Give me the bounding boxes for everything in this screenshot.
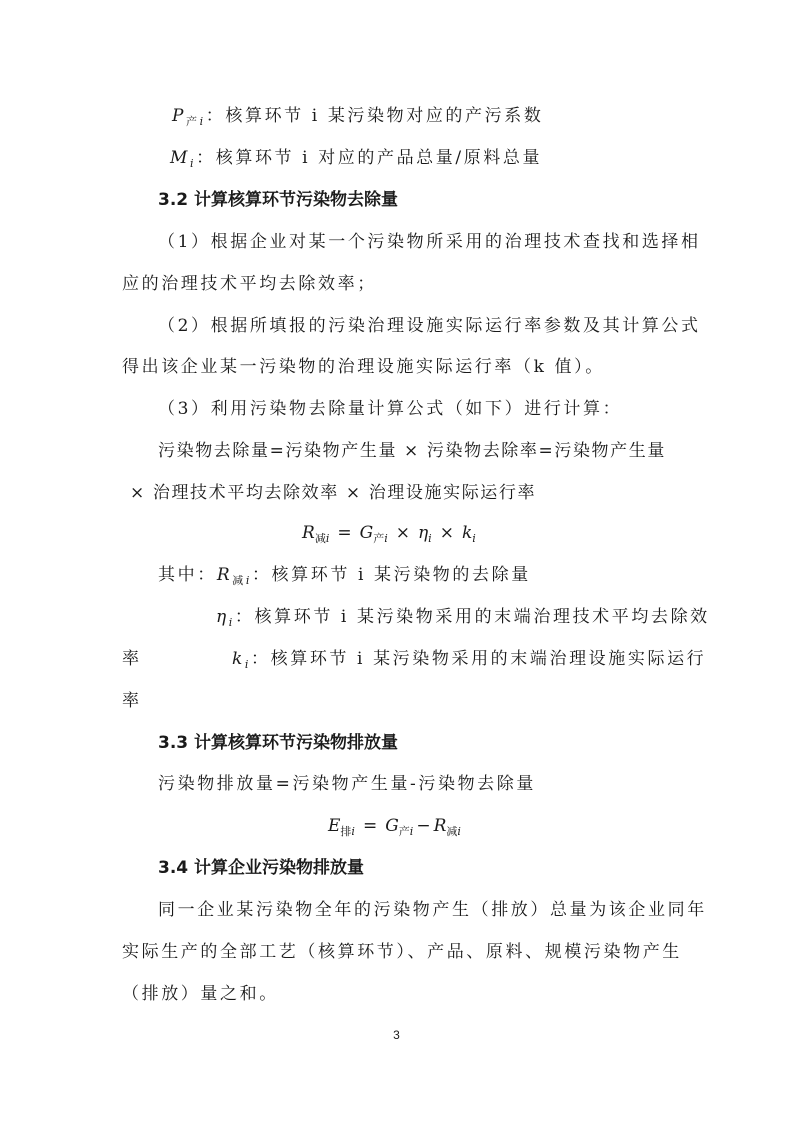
- paragraph-2-line-1: （2）根据所填报的污染治理设施实际运行率参数及其计算公式: [158, 316, 701, 336]
- symbol-eta: η: [216, 607, 229, 627]
- subscript-chan: 产: [373, 532, 385, 545]
- page-number: 3: [393, 1028, 400, 1042]
- equation-removal: [302, 521, 476, 547]
- equation-emission: [328, 814, 461, 840]
- subscript-jian: 减: [314, 532, 326, 545]
- paragraph-3-4-line-2: 实际生产的全部工艺（核算环节）、产品、原料、规模污染物产生: [122, 942, 682, 962]
- subscript-jian: 减: [232, 574, 246, 587]
- subscript-i: i: [199, 115, 206, 128]
- subscript-i: i: [245, 574, 252, 587]
- definition-r: [158, 563, 531, 589]
- paragraph-3-4-line-1: 同一企业某污染物全年的污染物产生（排放）总量为该企业同年: [158, 900, 707, 920]
- definition-eta-tail: 率: [122, 649, 139, 669]
- definition-eta: [216, 605, 710, 631]
- symbol-e: E: [328, 816, 341, 836]
- symbol-eta: η: [417, 523, 429, 543]
- equals-sign: =: [337, 523, 352, 543]
- section-heading-3-4: 3.4 计算企业污染物排放量: [158, 858, 365, 878]
- where-label: 其中：: [158, 565, 217, 585]
- subscript-i: i: [244, 658, 252, 671]
- symbol-r: R: [433, 816, 447, 836]
- subscript-i: i: [409, 825, 414, 838]
- definition-text: ：核算环节 i 某污染物对应的产污系数: [205, 106, 544, 126]
- definition-text: ：核算环节 i 某污染物采用的末端治理设施实际运行: [251, 649, 707, 669]
- definition-k-tail: 率: [122, 691, 139, 711]
- minus-sign: −: [416, 816, 431, 836]
- times-sign: ×: [439, 523, 454, 543]
- definition-m-total: [170, 146, 542, 172]
- definition-text: ：核算环节 i 对应的产品总量/原料总量: [196, 148, 543, 168]
- subscript-i: i: [228, 616, 235, 629]
- subscript-i: i: [384, 532, 388, 545]
- subscript-i: i: [428, 532, 432, 545]
- symbol-g: G: [385, 816, 399, 836]
- definition-text: ：核算环节 i 某污染物的去除量: [251, 565, 531, 585]
- section-heading-3-3: 3.3 计算核算环节污染物排放量: [158, 733, 399, 753]
- subscript-chan: 产: [398, 825, 410, 838]
- emission-formula-text: 污染物排放量=污染物产生量-污染物去除量: [158, 774, 536, 794]
- formula-text-line-1: 污染物去除量=污染物产生量 × 污染物去除率=污染物产生量: [158, 441, 666, 461]
- subscript-i: i: [457, 825, 461, 838]
- paragraph-1-line-1: （1）根据企业对某一个污染物所采用的治理技术查找和选择相: [158, 232, 701, 252]
- section-heading-3-2: 3.2 计算核算环节污染物去除量: [158, 190, 399, 210]
- subscript-i: i: [190, 157, 197, 170]
- subscript-i: i: [325, 532, 330, 545]
- equals-sign: =: [362, 816, 378, 836]
- subscript-jian: 减: [446, 825, 458, 838]
- paragraph-3: （3）利用污染物去除量计算公式（如下）进行计算：: [158, 399, 623, 419]
- definition-k: [232, 647, 706, 673]
- definition-text: ：核算环节 i 某污染物采用的末端治理技术平均去除效: [234, 607, 710, 627]
- times-sign: ×: [395, 523, 410, 543]
- symbol-m: M: [170, 148, 191, 168]
- paragraph-1-line-2: 应的治理技术平均去除效率；: [122, 274, 377, 294]
- paragraph-2-line-2: 得出该企业某一污染物的治理设施实际运行率（k 值）。: [122, 357, 605, 377]
- subscript-pai: 排: [340, 825, 352, 838]
- subscript-i: i: [351, 825, 355, 838]
- symbol-p: P: [172, 106, 187, 126]
- subscript-i: i: [472, 532, 476, 545]
- subscript-chan: 产: [186, 115, 200, 128]
- symbol-g: G: [359, 523, 374, 543]
- symbol-r: R: [302, 523, 315, 543]
- symbol-k: k: [232, 649, 245, 669]
- paragraph-3-4-line-3: （排放）量之和。: [122, 984, 279, 1004]
- definition-p-coefficient: [172, 104, 543, 130]
- symbol-k: k: [461, 523, 473, 543]
- symbol-r: R: [216, 565, 233, 585]
- formula-text-line-2: × 治理技术平均去除效率 × 治理设施实际运行率: [130, 483, 537, 503]
